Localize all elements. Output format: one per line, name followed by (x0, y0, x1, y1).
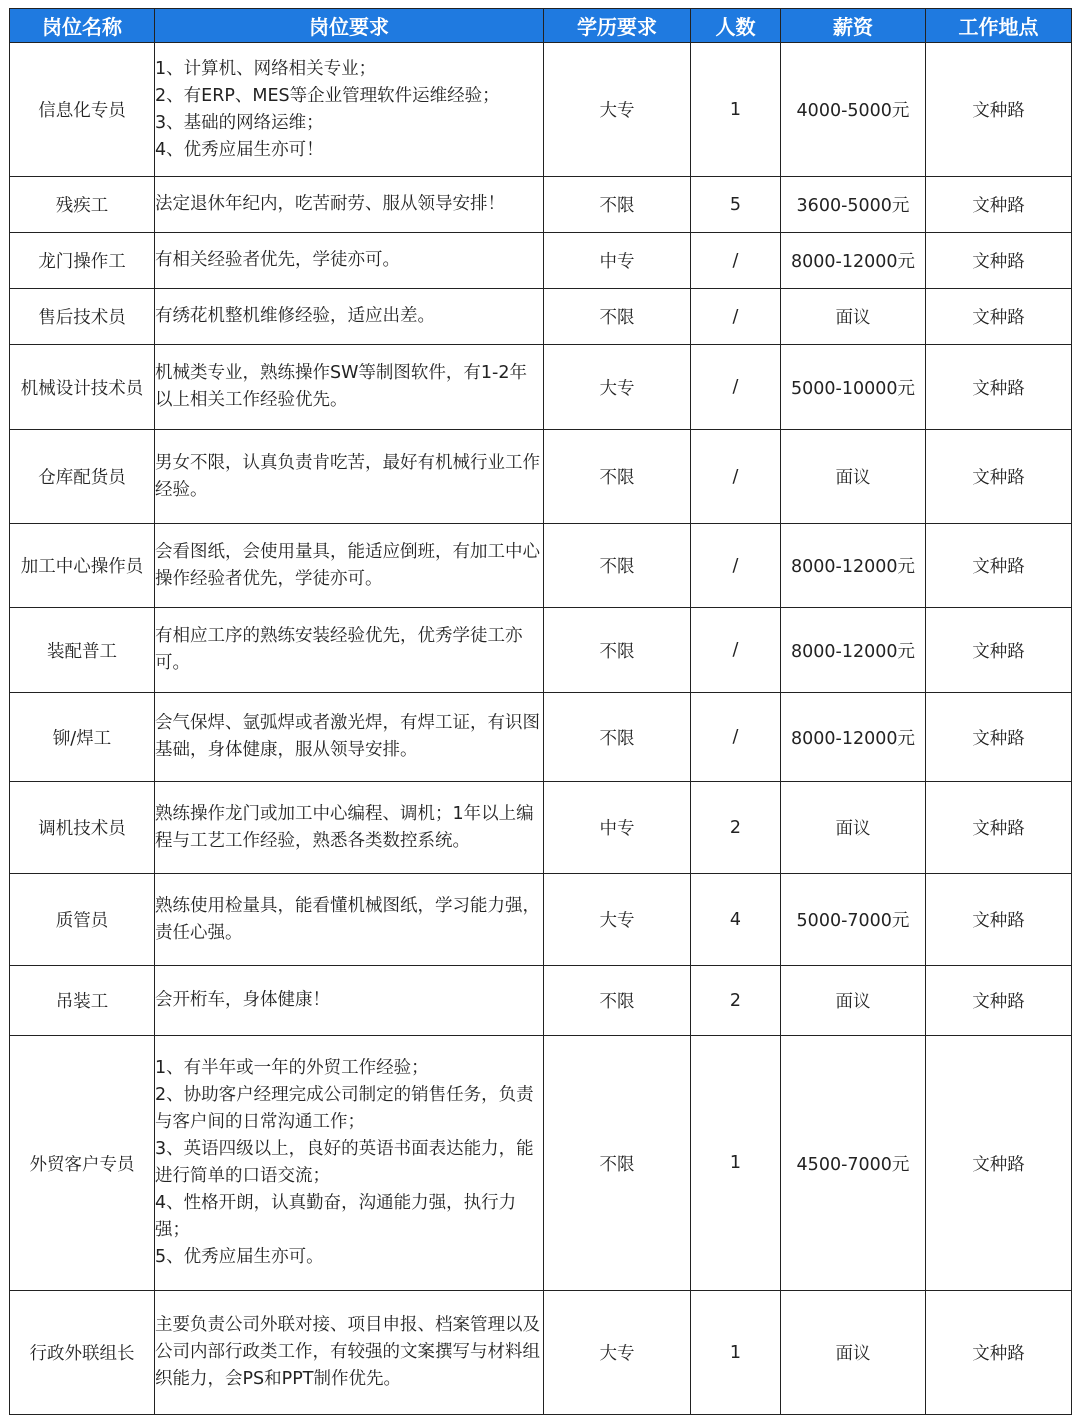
job-requirement-cell: 熟练使用检量具，能看懂机械图纸，学习能力强，责任心强。 (155, 874, 544, 966)
job-requirement-cell: 1、计算机、网络相关专业； 2、有ERP、MES等企业管理软件运维经验； 3、基础的网络运维； 4、优秀应届生亦可！ (155, 43, 544, 177)
location-cell: 文种路 (926, 693, 1072, 782)
salary-cell: 8000-12000元 (781, 233, 926, 289)
location-cell: 文种路 (926, 608, 1072, 693)
job-requirement-cell: 1、有半年或一年的外贸工作经验； 2、协助客户经理完成公司制定的销售任务，负责与客户间的日常沟通工作； 3、英语四级以上，良好的英语书面表达能力，能进行简单的口语交流； 4、性格开朗，认真勤奋，沟通能力强，执行力强； 5、优秀应届生亦可。 (155, 1036, 544, 1291)
education-cell: 大专 (544, 1291, 691, 1415)
job-title-cell: 机械设计技术员 (10, 345, 155, 430)
location-cell: 文种路 (926, 345, 1072, 430)
job-requirement-cell: 会开桁车，身体健康！ (155, 966, 544, 1036)
headcount-cell: 1 (691, 43, 781, 177)
education-cell: 不限 (544, 1036, 691, 1291)
table-row (10, 874, 1072, 966)
job-title-cell: 售后技术员 (10, 289, 155, 345)
job-title-cell: 残疾工 (10, 177, 155, 233)
education-cell: 不限 (544, 177, 691, 233)
location-cell: 文种路 (926, 524, 1072, 608)
header-location: 工作地点 (926, 9, 1072, 43)
header-job-title: 岗位名称 (10, 9, 155, 43)
headcount-cell: 2 (691, 782, 781, 874)
headcount-cell: / (691, 233, 781, 289)
salary-cell: 8000-12000元 (781, 608, 926, 693)
salary-cell: 3600-5000元 (781, 177, 926, 233)
education-cell: 中专 (544, 782, 691, 874)
headcount-cell: / (691, 524, 781, 608)
job-table (9, 8, 1072, 1415)
location-cell: 文种路 (926, 966, 1072, 1036)
job-title-cell: 信息化专员 (10, 43, 155, 177)
education-cell: 不限 (544, 289, 691, 345)
table-header-row (10, 9, 1072, 43)
location-cell: 文种路 (926, 289, 1072, 345)
job-title-cell: 加工中心操作员 (10, 524, 155, 608)
job-requirement-cell: 会看图纸，会使用量具，能适应倒班，有加工中心操作经验者优先，学徒亦可。 (155, 524, 544, 608)
job-requirement-cell: 有相关经验者优先，学徒亦可。 (155, 233, 544, 289)
location-cell: 文种路 (926, 874, 1072, 966)
location-cell: 文种路 (926, 782, 1072, 874)
salary-cell: 5000-7000元 (781, 874, 926, 966)
salary-cell: 4500-7000元 (781, 1036, 926, 1291)
table-row (10, 289, 1072, 345)
education-cell: 大专 (544, 874, 691, 966)
job-requirement-cell: 熟练操作龙门或加工中心编程、调机；1年以上编程与工艺工作经验，熟悉各类数控系统。 (155, 782, 544, 874)
table-row (10, 43, 1072, 177)
job-title-cell: 质管员 (10, 874, 155, 966)
table-row (10, 1291, 1072, 1415)
education-cell: 大专 (544, 345, 691, 430)
job-requirement-cell: 法定退休年纪内，吃苦耐劳、服从领导安排！ (155, 177, 544, 233)
salary-cell: 面议 (781, 1291, 926, 1415)
job-requirement-cell: 有相应工序的熟练安装经验优先，优秀学徒工亦可。 (155, 608, 544, 693)
salary-cell: 面议 (781, 966, 926, 1036)
job-requirement-cell: 有绣花机整机维修经验，适应出差。 (155, 289, 544, 345)
table-row (10, 233, 1072, 289)
header-headcount: 人数 (691, 9, 781, 43)
table-row (10, 782, 1072, 874)
headcount-cell: 4 (691, 874, 781, 966)
table-row (10, 430, 1072, 524)
job-title-cell: 铆/焊工 (10, 693, 155, 782)
salary-cell: 8000-12000元 (781, 693, 926, 782)
headcount-cell: / (691, 345, 781, 430)
salary-cell: 面议 (781, 782, 926, 874)
table-row (10, 345, 1072, 430)
salary-cell: 面议 (781, 289, 926, 345)
table-row (10, 524, 1072, 608)
education-cell: 不限 (544, 430, 691, 524)
job-title-cell: 龙门操作工 (10, 233, 155, 289)
job-title-cell: 外贸客户专员 (10, 1036, 155, 1291)
job-title-cell: 装配普工 (10, 608, 155, 693)
education-cell: 不限 (544, 524, 691, 608)
headcount-cell: 1 (691, 1036, 781, 1291)
job-requirement-cell: 机械类专业，熟练操作SW等制图软件，有1-2年以上相关工作经验优先。 (155, 345, 544, 430)
table-row (10, 177, 1072, 233)
salary-cell: 4000-5000元 (781, 43, 926, 177)
job-requirement-cell: 会气保焊、氩弧焊或者激光焊，有焊工证，有识图基础，身体健康，服从领导安排。 (155, 693, 544, 782)
education-cell: 不限 (544, 693, 691, 782)
job-title-cell: 仓库配货员 (10, 430, 155, 524)
table-row (10, 1036, 1072, 1291)
location-cell: 文种路 (926, 430, 1072, 524)
education-cell: 中专 (544, 233, 691, 289)
headcount-cell: / (691, 608, 781, 693)
job-requirement-cell: 男女不限，认真负责肯吃苦，最好有机械行业工作经验。 (155, 430, 544, 524)
salary-cell: 5000-10000元 (781, 345, 926, 430)
location-cell: 文种路 (926, 43, 1072, 177)
location-cell: 文种路 (926, 233, 1072, 289)
job-requirement-cell: 主要负责公司外联对接、项目申报、档案管理以及公司内部行政类工作，有较强的文案撰写与材料组织能力，会PS和PPT制作优先。 (155, 1291, 544, 1415)
headcount-cell: / (691, 430, 781, 524)
headcount-cell: 2 (691, 966, 781, 1036)
headcount-cell: / (691, 693, 781, 782)
headcount-cell: 5 (691, 177, 781, 233)
table-row (10, 693, 1072, 782)
header-salary: 薪资 (781, 9, 926, 43)
salary-cell: 8000-12000元 (781, 524, 926, 608)
headcount-cell: 1 (691, 1291, 781, 1415)
location-cell: 文种路 (926, 1291, 1072, 1415)
job-title-cell: 吊装工 (10, 966, 155, 1036)
location-cell: 文种路 (926, 177, 1072, 233)
education-cell: 大专 (544, 43, 691, 177)
location-cell: 文种路 (926, 1036, 1072, 1291)
header-education: 学历要求 (544, 9, 691, 43)
table-row (10, 966, 1072, 1036)
job-title-cell: 行政外联组长 (10, 1291, 155, 1415)
header-job-requirement: 岗位要求 (155, 9, 544, 43)
table-row (10, 608, 1072, 693)
salary-cell: 面议 (781, 430, 926, 524)
headcount-cell: / (691, 289, 781, 345)
education-cell: 不限 (544, 966, 691, 1036)
job-title-cell: 调机技术员 (10, 782, 155, 874)
education-cell: 不限 (544, 608, 691, 693)
